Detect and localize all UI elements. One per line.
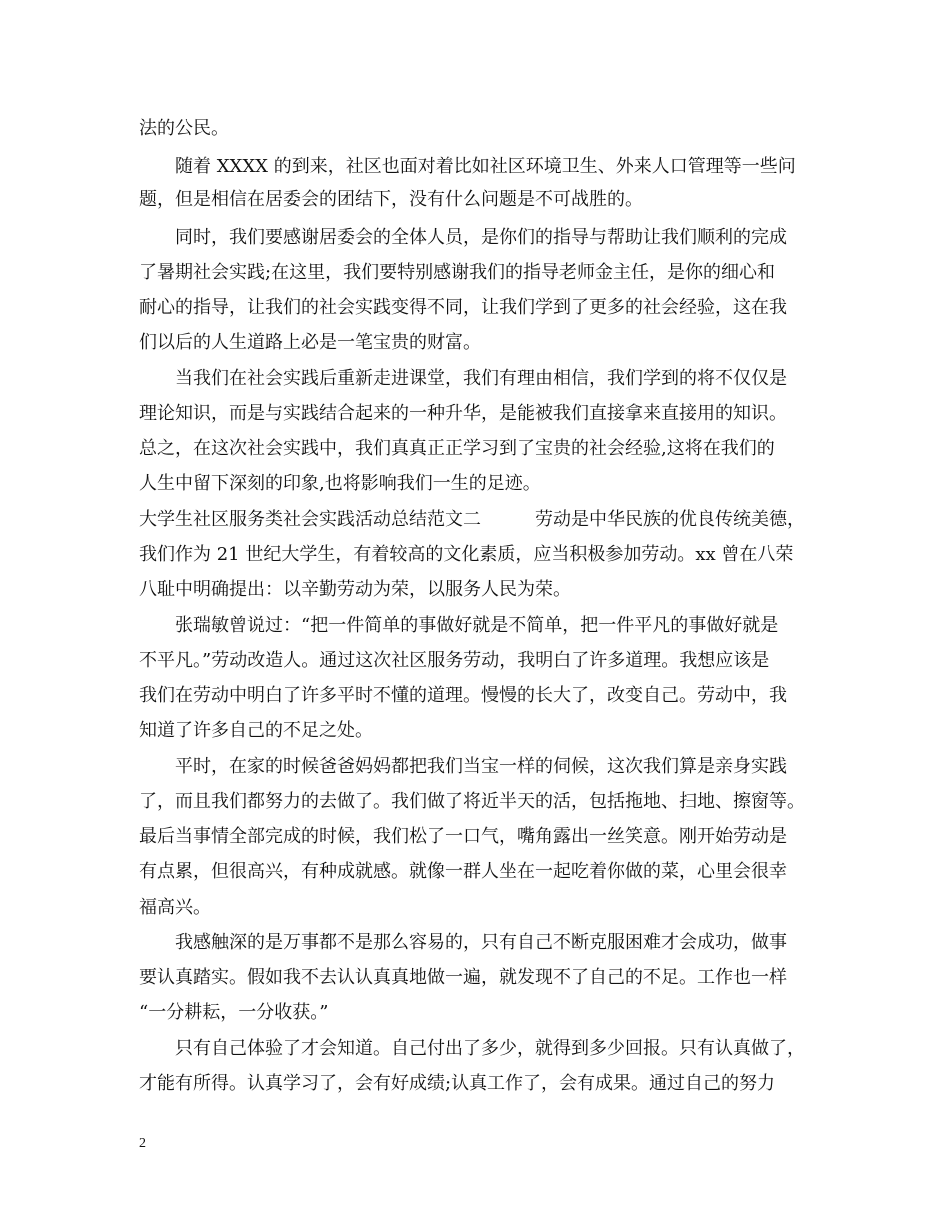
text-line: 我们在劳动中明白了许多平时不懂的道理。慢慢的长大了，改变自己。劳动中，我 bbox=[139, 685, 787, 706]
page-number: 2 bbox=[139, 1136, 146, 1151]
text-line: 题，但是相信在居委会的团结下，没有什么问题是不可战胜的。 bbox=[139, 189, 643, 210]
text-line: 耐心的指导，让我们的社会实践变得不同，让我们学到了更多的社会经验，这在我 bbox=[139, 297, 787, 318]
text-line: 平时，在家的时候爸爸妈妈都把我们当宝一样的伺候，这次我们算是亲身实践 bbox=[139, 756, 787, 777]
text-line: 有点累，但很高兴，有种成就感。就像一群人坐在一起吃着你做的菜，心里会很幸 bbox=[139, 861, 787, 882]
text-line: 八耻中明确提出：以辛勤劳动为荣，以服务人民为荣。 bbox=[139, 579, 571, 600]
text-line: 了，而且我们都努力的去做了。我们做了将近半天的活，包括拖地、扫地、擦窗等。 bbox=[139, 791, 805, 812]
text-line: 随着 XXXX 的到来，社区也面对着比如社区环境卫生、外来人口管理等一些问 bbox=[139, 156, 796, 177]
text-line: 我们作为 21 世纪大学生，有着较高的文化素质，应当积极参加劳动。xx 曾在八荣 bbox=[139, 544, 794, 565]
text-line: 总之，在这次社会实践中，我们真真正正学习到了宝贵的社会经验,这将在我们的 bbox=[139, 438, 775, 459]
text-line: 张瑞敏曾说过：“把一件简单的事做好就是不简单，把一件平凡的事做好就是 bbox=[139, 615, 779, 636]
text-line: “一分耕耘，一分收获。” bbox=[139, 1002, 329, 1023]
text-line: 法的公民。 bbox=[139, 118, 229, 139]
text-line: 才能有所得。认真学习了，会有好成绩;认真工作了，会有成果。通过自己的努力 bbox=[139, 1073, 776, 1094]
text-line: 福高兴。 bbox=[139, 897, 211, 918]
text-line: 不平凡。”劳动改造人。通过这次社区服务劳动，我明白了许多道理。我想应该是 bbox=[139, 650, 770, 671]
text-line: 理论知识，而是与实践结合起来的一种升华，是能被我们直接拿来直接用的知识。 bbox=[139, 403, 787, 424]
text-line: 们以后的人生道路上必是一笔宝贵的财富。 bbox=[139, 332, 481, 353]
text-line: 当我们在社会实践后重新走进课堂，我们有理由相信，我们学到的将不仅仅是 bbox=[139, 368, 787, 389]
text-line: 知道了许多自己的不足之处。 bbox=[139, 720, 373, 741]
text-line: 同时，我们要感谢居委会的全体人员，是你们的指导与帮助让我们顺利的完成 bbox=[139, 227, 787, 248]
text-line: 要认真踏实。假如我不去认认真真地做一遍，就发现不了自己的不足。工作也一样 bbox=[139, 967, 787, 988]
text-line: 了暑期社会实践;在这里，我们要特别感谢我们的指导老师金主任，是你的细心和 bbox=[139, 262, 776, 283]
text-line: 人生中留下深刻的印象,也将影响我们一生的足迹。 bbox=[139, 473, 541, 494]
text-line: 最后当事情全部完成的时候，我们松了一口气，嘴角露出一丝笑意。刚开始劳动是 bbox=[139, 826, 787, 847]
text-line: 只有自己体验了才会知道。自己付出了多少，就得到多少回报。只有认真做了， bbox=[139, 1038, 805, 1059]
section-title-line: 大学生社区服务类社会实践活动总结范文二 劳动是中华民族的优良传统美德， bbox=[139, 509, 805, 530]
text-line: 我感触深的是万事都不是那么容易的，只有自己不断克服困难才会成功，做事 bbox=[139, 932, 787, 953]
